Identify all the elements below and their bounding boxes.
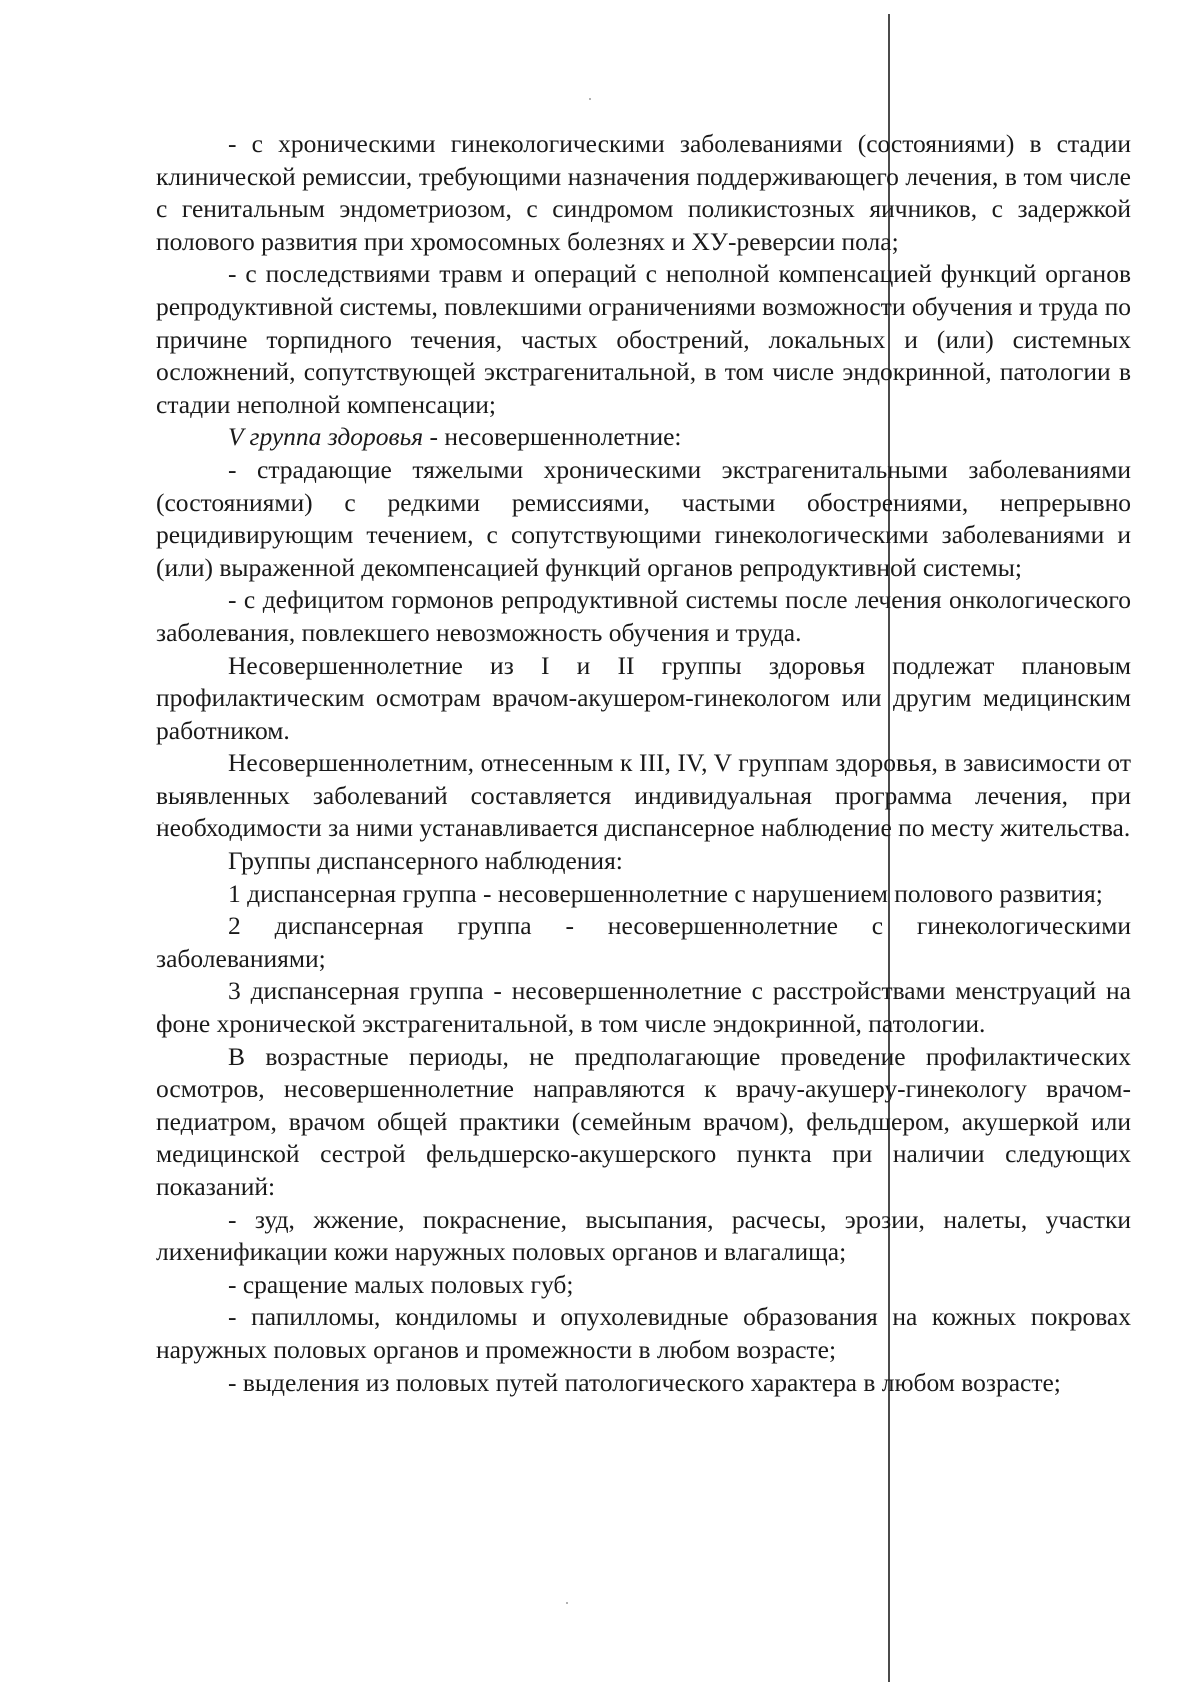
paragraph-dispensary-group-1: 1 диспансерная группа - несовершеннолетние с нарушением полового развития;: [228, 878, 1103, 908]
paragraph-severe-chronic: - страдающие тяжелыми хроническими экстрагенитальными заболеваниями (состояниями) с редкими ремиссиями, частыми обострениями, непрерывно рецидивирующим течением, с сопутствующими гинекологическими заболеваниями и (или) выраженной декомпенсацией функций органов репродуктивной системы;: [156, 454, 1131, 582]
paragraph-indication-discharge: - выделения из половых путей патологического характера в любом возрасте;: [228, 1367, 1061, 1397]
paragraph-trauma-consequences: - с последствиями травм и операций с неполной компенсацией функций органов репродуктивной системы, повлекшими ограничениями возможности обучения и труда по причине торпидного течения, частых обострений, локальных и (или) системных осложнений, сопутствующей экстрагенитальной, в том числе эндокринной, патологии в стадии неполной компенсации;: [156, 259, 1131, 419]
paragraph-indication-papillomas: - папилломы, кондиломы и опухолевидные образования на кожных покровах наружных половых органов и промежности в любом возрасте;: [156, 1302, 1131, 1364]
paragraph-dispensary-groups-heading: Группы диспансерного наблюдения:: [228, 846, 623, 876]
scan-speck: [589, 98, 591, 100]
paragraph-dispensary-group-2: 2 диспансерная группа - несовершеннолетние с гинекологическими заболеваниями;: [156, 911, 1131, 973]
paragraph-chronic-gyn-diseases: - с хроническими гинекологическими заболеваниями (состояниями) в стадии клинической ремиссии, требующими назначения поддерживающего лечения, в том числе с генитальным эндометриозом, с синдромом поликистозных яичников, с задержкой полового развития при хромосомных болезнях и ХУ-реверсии пола;: [156, 129, 1131, 256]
paragraph-indication-labial-fusion: - сращение малых половых губ;: [228, 1269, 574, 1299]
paragraph-dispensary-group-3: 3 диспансерная группа - несовершеннолетние с расстройствами менструаций на фоне хронической экстрагенитальной, в том числе эндокринной, патологии.: [156, 976, 1131, 1039]
scan-speck: [566, 1602, 568, 1604]
paragraph-hormone-deficit: - с дефицитом гормонов репродуктивной системы после лечения онкологического заболевания, повлекшего невозможность обучения и труда.: [156, 585, 1131, 647]
group-v-label: V группа здоровья: [228, 422, 424, 452]
paragraph-indication-itching: - зуд, жжение, покраснение, высыпания, расчесы, эрозии, налеты, участки лихенификации кожи наружных половых органов и влагалища;: [156, 1204, 1131, 1267]
paragraph-groups-iii-v: Несовершеннолетним, отнесенным к III, IV, V группам здоровья, в зависимости от выявленных заболеваний составляется индивидуальная программа лечения, при необходимости за ними устанавливается диспансерное наблюдение по месту жительства.: [156, 748, 1131, 843]
paragraph-group-v-heading: [156, 421, 1131, 454]
paragraph-groups-i-ii: Несовершеннолетние из I и II группы здоровья подлежат плановым профилактическим осмотрам врачом-акушером-гинекологом или другим медицинским работником.: [156, 650, 1131, 745]
group-v-text: - несовершеннолетние:: [423, 422, 682, 452]
document-body: [156, 128, 1131, 1399]
paragraph-referral-indications: В возрастные периоды, не предполагающие проведение профилактических осмотров, несовершеннолетние направляются к врачу-акушеру-гинекологу врачом-педиатром, врачом общей практики (семейным врачом), фельдшером, акушеркой или медицинской сестрой фельдшерско-акушерского пункта при наличии следующих показаний:: [156, 1041, 1131, 1201]
